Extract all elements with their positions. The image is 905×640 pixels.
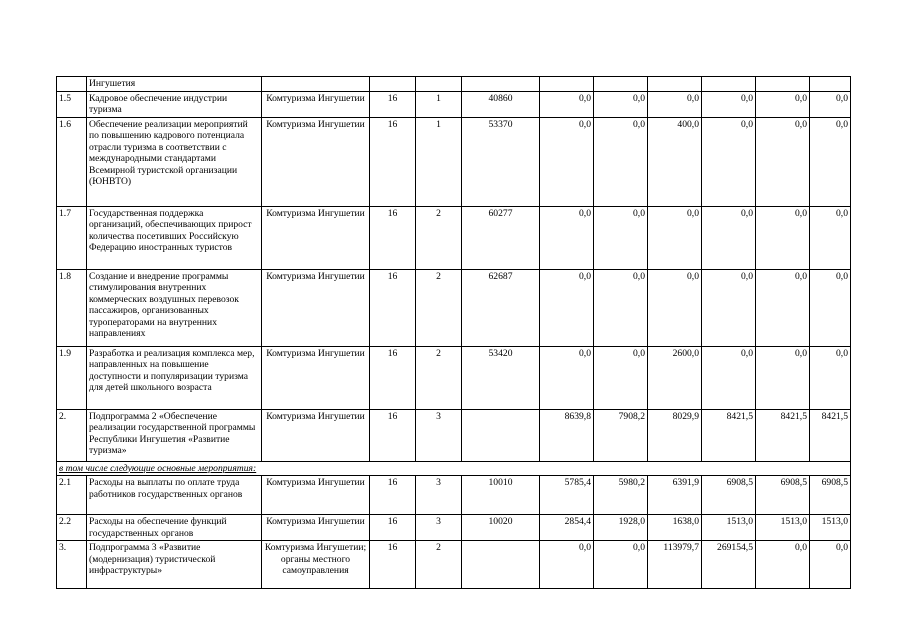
code-om: 53420	[462, 346, 540, 409]
value-cell	[756, 77, 810, 92]
value-cell: 269154,5	[702, 541, 756, 589]
code-om: 62687	[462, 269, 540, 346]
row-number: 1.9	[57, 346, 87, 409]
code-gp: 16	[370, 541, 416, 589]
executor: Комтуризма Ингушетии	[262, 269, 370, 346]
value-cell: 0,0	[540, 541, 594, 589]
table-body	[57, 77, 851, 589]
code-pp: 3	[416, 515, 462, 541]
executor: Комтуризма Ингушетии	[262, 91, 370, 117]
value-cell: 6908,5	[810, 476, 851, 515]
table-row	[57, 91, 851, 117]
table-row	[57, 269, 851, 346]
value-cell: 0,0	[594, 541, 648, 589]
code-pp: 3	[416, 476, 462, 515]
row-number: 1.7	[57, 206, 87, 269]
executor: Комтуризма Ингушетии; органы местного самоуправления	[262, 541, 370, 589]
value-cell: 0,0	[594, 346, 648, 409]
activity-name: Расходы на обеспечение функций государственных органов	[87, 515, 262, 541]
table-row	[57, 206, 851, 269]
code-pp: 1	[416, 91, 462, 117]
value-cell: 1513,0	[810, 515, 851, 541]
value-cell: 0,0	[702, 206, 756, 269]
executor: Комтуризма Ингушетии	[262, 515, 370, 541]
code-om: 10010	[462, 476, 540, 515]
code-pp: 3	[416, 409, 462, 461]
code-om: 40860	[462, 91, 540, 117]
value-cell: 5785,4	[540, 476, 594, 515]
value-cell: 0,0	[648, 206, 702, 269]
table-row	[57, 117, 851, 206]
value-cell: 113979,7	[648, 541, 702, 589]
table-row	[57, 515, 851, 541]
activity-name: Кадровое обеспечение индустрии туризма	[87, 91, 262, 117]
value-cell: 0,0	[648, 269, 702, 346]
executor: Комтуризма Ингушетии	[262, 117, 370, 206]
row-number: 2.2	[57, 515, 87, 541]
value-cell: 5980,2	[594, 476, 648, 515]
value-cell: 0,0	[810, 117, 851, 206]
code-pp: 1	[416, 117, 462, 206]
value-cell: 0,0	[756, 117, 810, 206]
row-number: 3.	[57, 541, 87, 589]
code-gp	[370, 77, 416, 92]
value-cell	[594, 77, 648, 92]
value-cell: 0,0	[540, 346, 594, 409]
value-cell: 8029,9	[648, 409, 702, 461]
table-row	[57, 541, 851, 589]
activity-name: Государственная поддержка организаций, обеспечивающих прирост количества посетивших Российскую Федерацию иностранных туристов	[87, 206, 262, 269]
value-cell: 0,0	[540, 117, 594, 206]
value-cell: 0,0	[702, 117, 756, 206]
activity-name: Расходы на выплаты по оплате труда работников государственных органов	[87, 476, 262, 515]
code-pp: 2	[416, 206, 462, 269]
value-cell: 0,0	[810, 269, 851, 346]
value-cell: 0,0	[810, 91, 851, 117]
code-om	[462, 541, 540, 589]
value-cell: 1513,0	[756, 515, 810, 541]
value-cell: 0,0	[756, 541, 810, 589]
row-number: 1.5	[57, 91, 87, 117]
value-cell: 8639,8	[540, 409, 594, 461]
code-gp: 16	[370, 409, 416, 461]
value-cell: 6908,5	[702, 476, 756, 515]
row-number: 2.1	[57, 476, 87, 515]
value-cell	[810, 77, 851, 92]
value-cell: 8421,5	[702, 409, 756, 461]
section-row	[57, 461, 851, 476]
table-row	[57, 409, 851, 461]
value-cell: 0,0	[594, 206, 648, 269]
code-om	[462, 409, 540, 461]
code-pp: 2	[416, 541, 462, 589]
value-cell: 0,0	[756, 91, 810, 117]
value-cell: 0,0	[594, 269, 648, 346]
value-cell: 0,0	[702, 269, 756, 346]
activity-name: Разработка и реализация комплекса мер, направленных на повышение доступности и популяризации туризма для детей школьного возраста	[87, 346, 262, 409]
value-cell: 8421,5	[756, 409, 810, 461]
code-om: 60277	[462, 206, 540, 269]
code-gp: 16	[370, 206, 416, 269]
code-om	[462, 77, 540, 92]
activity-name: Создание и внедрение программы стимулирования внутренних коммерческих воздушных перевозок пассажиров, организованных туроператорами на внутренних направлениях	[87, 269, 262, 346]
value-cell: 8421,5	[810, 409, 851, 461]
value-cell: 0,0	[756, 346, 810, 409]
code-gp: 16	[370, 91, 416, 117]
value-cell: 0,0	[810, 206, 851, 269]
executor: Комтуризма Ингушетии	[262, 409, 370, 461]
activity-name: Подпрограмма 2 «Обеспечение реализации государственной программы Республики Ингушетия «Развитие туризма»	[87, 409, 262, 461]
value-cell: 0,0	[756, 269, 810, 346]
activity-name: Ингушетия	[87, 77, 262, 92]
value-cell: 0,0	[756, 206, 810, 269]
code-gp: 16	[370, 117, 416, 206]
value-cell: 0,0	[702, 91, 756, 117]
table-row	[57, 476, 851, 515]
executor: Комтуризма Ингушетии	[262, 476, 370, 515]
value-cell: 6391,9	[648, 476, 702, 515]
value-cell: 0,0	[540, 206, 594, 269]
table-row	[57, 77, 851, 92]
value-cell: 0,0	[540, 91, 594, 117]
value-cell: 7908,2	[594, 409, 648, 461]
row-number	[57, 77, 87, 92]
budget-table	[56, 76, 851, 589]
code-om: 10020	[462, 515, 540, 541]
value-cell: 0,0	[648, 91, 702, 117]
value-cell: 1928,0	[594, 515, 648, 541]
code-pp	[416, 77, 462, 92]
value-cell	[648, 77, 702, 92]
code-pp: 2	[416, 346, 462, 409]
value-cell: 1638,0	[648, 515, 702, 541]
value-cell: 400,0	[648, 117, 702, 206]
value-cell: 2600,0	[648, 346, 702, 409]
activity-name: Подпрограмма 3 «Развитие (модернизация) туристической инфраструктуры»	[87, 541, 262, 589]
value-cell: 1513,0	[702, 515, 756, 541]
value-cell: 0,0	[702, 346, 756, 409]
activity-name: Обеспечение реализации мероприятий по повышению кадрового потенциала отрасли туризма в соответствии с международными стандартами Всемирной туристской организации (ЮНВТО)	[87, 117, 262, 206]
code-pp: 2	[416, 269, 462, 346]
value-cell: 2854,4	[540, 515, 594, 541]
value-cell	[702, 77, 756, 92]
executor: Комтуризма Ингушетии	[262, 346, 370, 409]
value-cell: 0,0	[810, 541, 851, 589]
code-gp: 16	[370, 515, 416, 541]
section-caption: в том числе следующие основные мероприятия:	[57, 461, 851, 476]
code-om: 53370	[462, 117, 540, 206]
value-cell: 6908,5	[756, 476, 810, 515]
value-cell: 0,0	[810, 346, 851, 409]
code-gp: 16	[370, 476, 416, 515]
row-number: 1.6	[57, 117, 87, 206]
code-gp: 16	[370, 346, 416, 409]
executor: Комтуризма Ингушетии	[262, 206, 370, 269]
executor	[262, 77, 370, 92]
code-gp: 16	[370, 269, 416, 346]
row-number: 2.	[57, 409, 87, 461]
row-number: 1.8	[57, 269, 87, 346]
value-cell: 0,0	[594, 91, 648, 117]
value-cell	[540, 77, 594, 92]
value-cell: 0,0	[540, 269, 594, 346]
value-cell: 0,0	[594, 117, 648, 206]
table-row	[57, 346, 851, 409]
